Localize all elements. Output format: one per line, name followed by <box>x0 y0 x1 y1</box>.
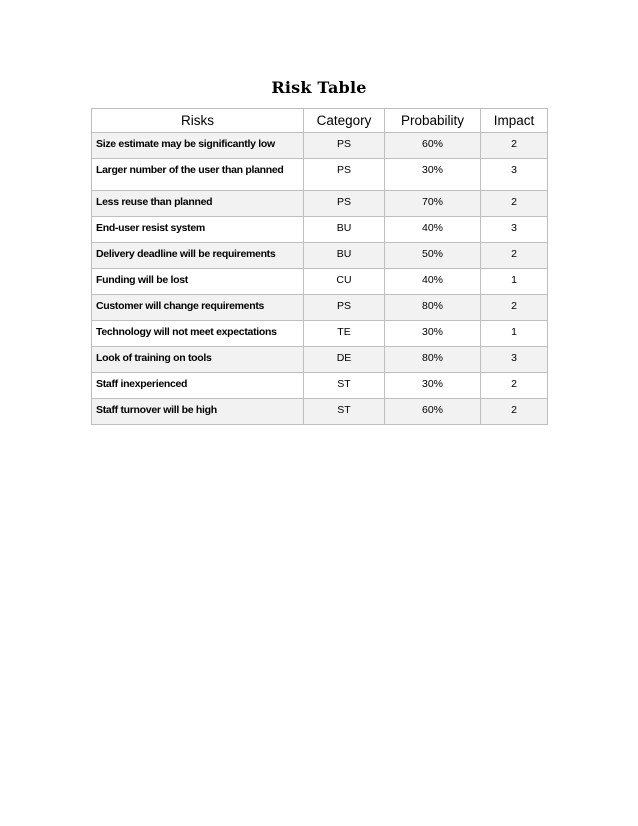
category-cell: ST <box>304 373 385 399</box>
probability-cell: 80% <box>385 347 481 373</box>
table-row <box>92 373 548 399</box>
category-cell: CU <box>304 269 385 295</box>
probability-cell: 30% <box>385 159 481 191</box>
category-cell: TE <box>304 321 385 347</box>
impact-cell: 3 <box>481 159 548 191</box>
probability-cell: 50% <box>385 243 481 269</box>
risk-cell: End-user resist system <box>92 217 304 243</box>
impact-cell: 2 <box>481 243 548 269</box>
category-cell: PS <box>304 191 385 217</box>
impact-cell: 2 <box>481 295 548 321</box>
header-probability: Probability <box>385 109 481 133</box>
risk-cell: Staff turnover will be high <box>92 399 304 425</box>
impact-cell: 2 <box>481 399 548 425</box>
probability-cell: 60% <box>385 133 481 159</box>
table-row <box>92 159 548 191</box>
table-header-row <box>92 109 548 133</box>
probability-cell: 30% <box>385 321 481 347</box>
probability-cell: 80% <box>385 295 481 321</box>
probability-cell: 40% <box>385 269 481 295</box>
table-row <box>92 217 548 243</box>
table-row <box>92 269 548 295</box>
table-row <box>92 243 548 269</box>
risk-table <box>91 108 548 425</box>
table-row <box>92 191 548 217</box>
category-cell: BU <box>304 243 385 269</box>
risk-cell: Staff inexperienced <box>92 373 304 399</box>
category-cell: PS <box>304 295 385 321</box>
category-cell: ST <box>304 399 385 425</box>
risk-cell: Delivery deadline will be requirements <box>92 243 304 269</box>
probability-cell: 30% <box>385 373 481 399</box>
probability-cell: 70% <box>385 191 481 217</box>
impact-cell: 3 <box>481 347 548 373</box>
impact-cell: 2 <box>481 191 548 217</box>
header-risks: Risks <box>92 109 304 133</box>
category-cell: PS <box>304 133 385 159</box>
risk-cell: Size estimate may be significantly low <box>92 133 304 159</box>
header-impact: Impact <box>481 109 548 133</box>
impact-cell: 1 <box>481 321 548 347</box>
table-row <box>92 347 548 373</box>
risk-cell: Larger number of the user than planned <box>92 159 304 191</box>
category-cell: DE <box>304 347 385 373</box>
table-row <box>92 321 548 347</box>
table-row <box>92 399 548 425</box>
category-cell: BU <box>304 217 385 243</box>
impact-cell: 2 <box>481 133 548 159</box>
impact-cell: 1 <box>481 269 548 295</box>
risk-cell: Technology will not meet expectations <box>92 321 304 347</box>
risk-cell: Less reuse than planned <box>92 191 304 217</box>
impact-cell: 2 <box>481 373 548 399</box>
page-title: Risk Table <box>271 78 367 97</box>
impact-cell: 3 <box>481 217 548 243</box>
risk-cell: Customer will change requirements <box>92 295 304 321</box>
table-row <box>92 133 548 159</box>
risk-cell: Look of training on tools <box>92 347 304 373</box>
risk-cell: Funding will be lost <box>92 269 304 295</box>
probability-cell: 40% <box>385 217 481 243</box>
header-category: Category <box>304 109 385 133</box>
category-cell: PS <box>304 159 385 191</box>
probability-cell: 60% <box>385 399 481 425</box>
table-row <box>92 295 548 321</box>
